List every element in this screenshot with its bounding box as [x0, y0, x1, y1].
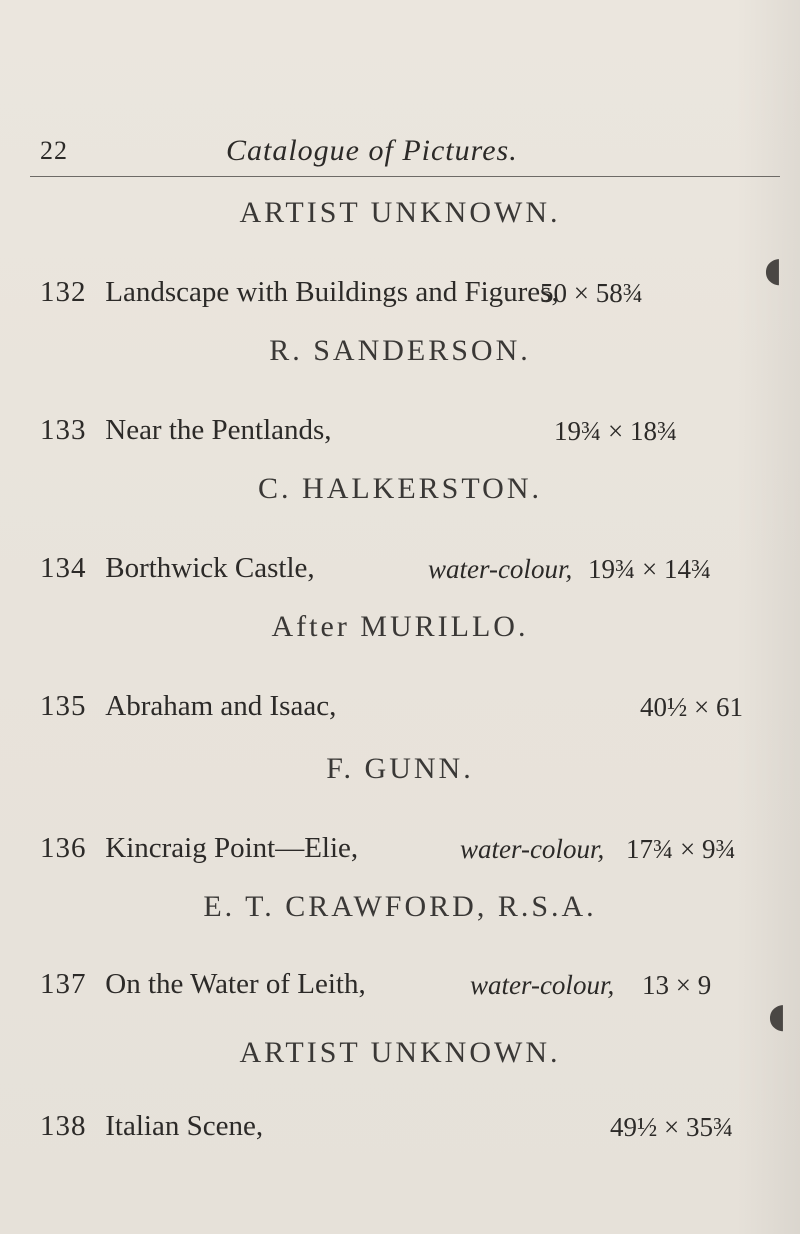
entry-dimensions: 13 × 9: [642, 970, 712, 1000]
catalogue-entry: [40, 414, 770, 447]
entry-title: Abraham and Isaac,: [105, 690, 337, 722]
entry-medium: water-colour,: [460, 834, 605, 864]
entry-dimensions: 19¾ × 18¾: [554, 416, 678, 446]
header-rule: [30, 176, 780, 177]
entry-dimensions: 50 × 58¾: [540, 278, 643, 308]
entry-title: Italian Scene,: [105, 1110, 264, 1142]
entry-medium: water-colour,: [428, 554, 573, 584]
catalogue-entry: [40, 552, 770, 585]
entry-number: 136: [40, 832, 87, 864]
entry-dimensions: 17¾ × 9¾: [626, 834, 736, 864]
binding-hole-mark: ◖: [764, 250, 782, 290]
artist-heading: After MURILLO.: [271, 610, 529, 643]
entry-number: 132: [40, 276, 87, 308]
entry-title: On the Water of Leith,: [105, 968, 366, 1000]
catalogue-entry: [40, 1110, 770, 1143]
artist-heading: ARTIST UNKNOWN.: [239, 1036, 561, 1069]
entry-number: 137: [40, 968, 87, 1000]
entry-number: 138: [40, 1110, 87, 1142]
entry-dimensions: 49½ × 35¾: [610, 1112, 734, 1142]
entry-dimensions: 19¾ × 14¾: [588, 554, 712, 584]
catalogue-entry: [40, 832, 770, 865]
entry-title: Kincraig Point—Elie,: [105, 832, 359, 864]
catalogue-entry: [40, 276, 770, 309]
artist-heading: E. T. CRAWFORD, R.S.A.: [203, 890, 597, 923]
entry-title: Borthwick Castle,: [105, 552, 315, 584]
entry-medium: water-colour,: [470, 970, 615, 1000]
artist-heading: ARTIST UNKNOWN.: [239, 196, 561, 229]
artist-heading: F. GUNN.: [326, 752, 474, 785]
artist-heading: C. HALKERSTON.: [258, 472, 542, 505]
entry-number: 135: [40, 690, 87, 722]
page-number: 22: [40, 136, 68, 165]
running-title: Catalogue of Pictures.: [226, 134, 518, 167]
entry-title: Landscape with Buildings and Figures,: [105, 276, 559, 308]
artist-heading: R. SANDERSON.: [269, 334, 531, 367]
entry-dimensions: 40½ × 61: [640, 692, 743, 722]
entry-number: 133: [40, 414, 87, 446]
entry-title: Near the Pentlands,: [105, 414, 332, 446]
catalogue-entry: [40, 968, 770, 1001]
binding-hole-mark: ◖: [768, 996, 786, 1036]
entry-number: 134: [40, 552, 87, 584]
catalogue-entry: [40, 690, 770, 723]
